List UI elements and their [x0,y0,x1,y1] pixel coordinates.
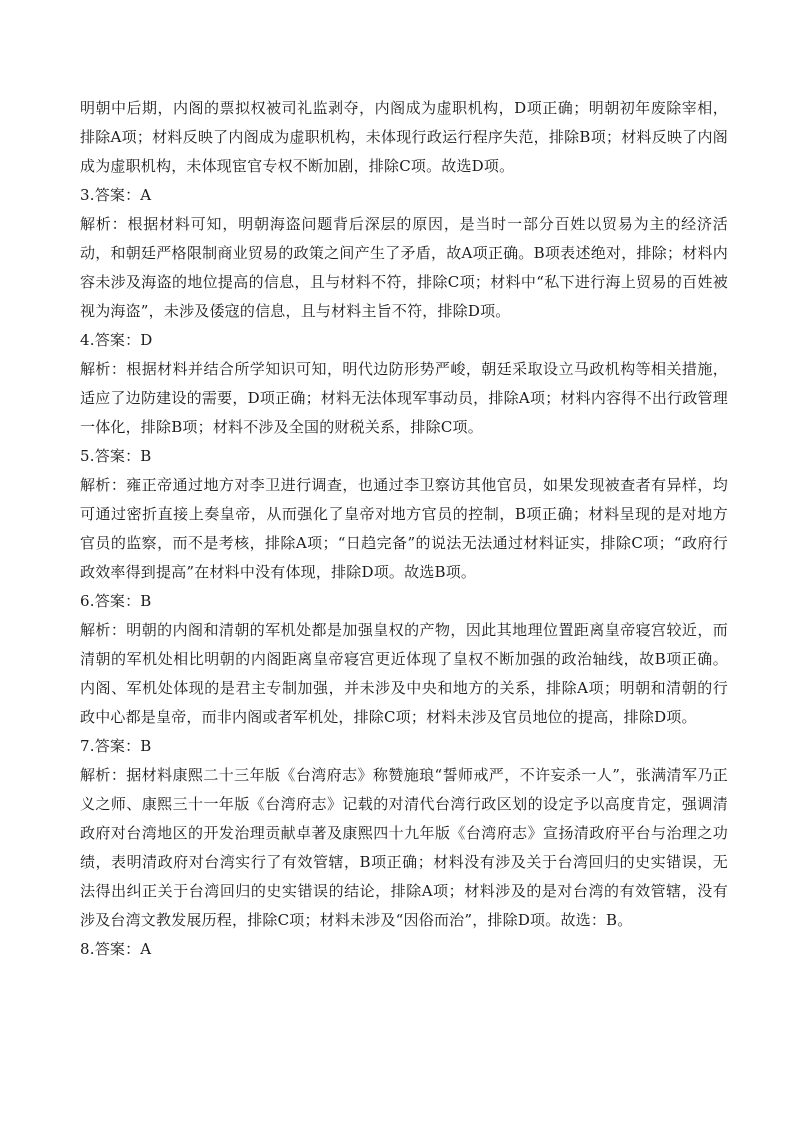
answer-heading: 8.答案：A [80,940,152,958]
answer-analysis: 解析：据材料康熙二十三年版《台湾府志》称赞施琅“誓师戒严，不许妄杀一人”，张满清军乃正义之师、康熙三十一年版《台湾府志》记载的对清代台湾行政区划的设定予以高度肯定，强调清政府对台湾地区的开发治理贡献卓著及康熙四十九年版《台湾府志》宣扬清政府平台与治理之功绩，表明清政府对台湾实行了有效管辖，B项正确；材料没有涉及关于台湾回归的史实错误，无法得出纠正关于台湾回归的史实错误的结论，排除A项；材料涉及的是对台湾的有效管辖，没有涉及台湾文教发展历程，排除C项；材料未涉及“因俗而治”，排除D项。故选：B。 [80,766,728,929]
answer-heading: 3.答案：A [80,186,152,204]
answer-3 [80,181,728,326]
answer-heading: 7.答案：B [80,737,152,755]
answer-8 [80,935,728,964]
answer-heading: 6.答案：B [80,592,152,610]
answer-heading: 5.答案：B [80,447,152,465]
answer-7 [80,732,728,935]
answer-6 [80,587,728,732]
answer-analysis: 解析：雍正帝通过地方对李卫进行调查，也通过李卫察访其他官员，如果发现被查者有异样，均可通过密折直接上奏皇帝，从而强化了皇帝对地方官员的控制，B项正确；材料呈现的是对地方官员的监察，而不是考核，排除A项；“日趋完备”的说法无法通过材料证实，排除C项；“政府行政效率得到提高”在材料中没有体现，排除D项。故选B项。 [80,476,728,581]
answer-5 [80,442,728,587]
intro-paragraph: 明朝中后期，内阁的票拟权被司礼监剥夺，内阁成为虚职机构，D项正确；明朝初年废除宰相，排除A项；材料反映了内阁成为虚职机构，未体现行政运行程序失范，排除B项；材料反映了内阁成为虚职机构，未体现宦官专权不断加剧，排除C项。故选D项。 [80,99,728,175]
answer-4 [80,326,728,442]
answer-analysis: 解析：根据材料并结合所学知识可知，明代边防形势严峻，朝廷采取设立马政机构等相关措施，适应了边防建设的需要，D项正确；材料无法体现军事动员，排除A项；材料内容得不出行政管理一体化，排除B项；材料不涉及全国的财税关系，排除C项。 [80,360,728,436]
answer-heading: 4.答案：D [80,331,153,349]
answer-analysis: 解析：明朝的内阁和清朝的军机处都是加强皇权的产物，因此其地理位置距离皇帝寝宫较近，而清朝的军机处相比明朝的内阁距离皇帝寝宫更近体现了皇权不断加强的政治轴线，故B项正确。内阁、军机处体现的是君主专制加强，并未涉及中央和地方的关系，排除A项；明朝和清朝的行政中心都是皇帝，而非内阁或者军机处，排除C项；材料未涉及官员地位的提高，排除D项。 [80,621,728,726]
answer-analysis: 解析：根据材料可知，明朝海盗问题背后深层的原因，是当时一部分百姓以贸易为主的经济活动，和朝廷严格限制商业贸易的政策之间产生了矛盾，故A项正确。B项表述绝对，排除；材料内容未涉及海盗的地位提高的信息，且与材料不符，排除C项；材料中“私下进行海上贸易的百姓被视为海盗”，未涉及倭寇的信息，且与材料主旨不符，排除D项。 [80,215,728,320]
